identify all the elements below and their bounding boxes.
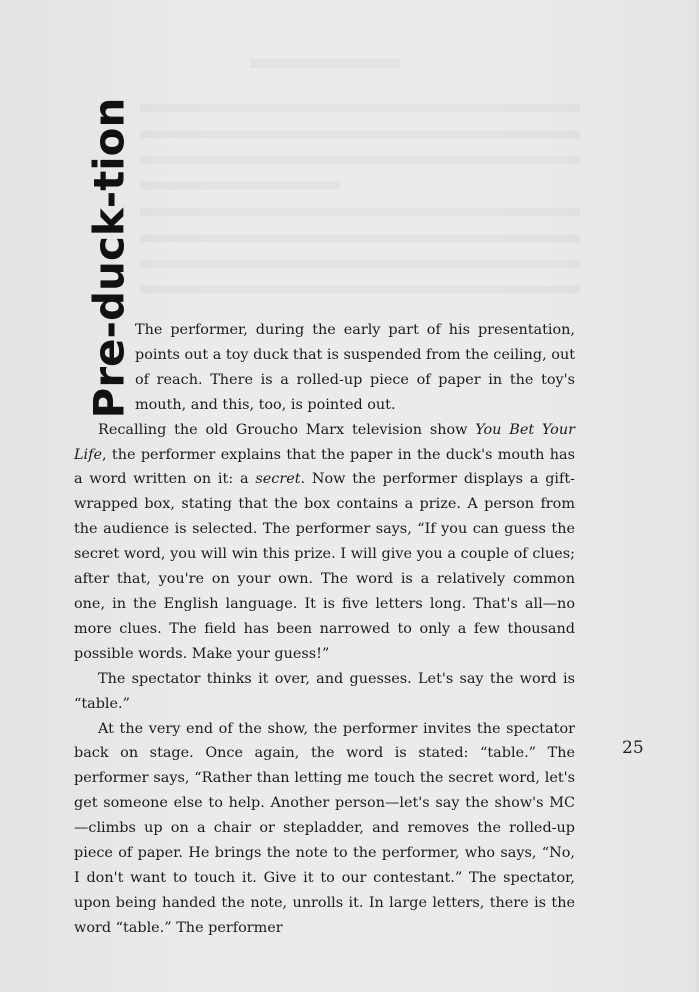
show-title: You Bet Your Life: [74, 421, 575, 463]
paragraph-groucho: [74, 418, 575, 667]
body-text: [74, 318, 575, 941]
paragraph-text: . Now the performer displays a gift-wrapped box, stating that the box contains a prize. A person from the audience is selected. The performer says, “If you can guess the secret word, you will win this prize. I will give you a couple of clues; after that, you're on your own. The word is a relatively common one, in the English language. It is five letters long. That's all—no more clues. The field has been narrowed to only a few thousand possible words. Make your guess!”: [74, 471, 576, 662]
paragraph-guess: The spectator thinks it over, and guesses. Let's say the word is “table.”: [74, 670, 575, 712]
bleed-through: [140, 156, 580, 164]
bleed-through: [140, 260, 580, 268]
paragraph-text: , the performer explains that the paper in the duck's mouth has a word written on it: a: [74, 446, 575, 488]
bleed-through: [140, 234, 580, 242]
paragraph-text: Recalling the old Groucho Marx television show: [98, 421, 476, 438]
paragraph-intro: The performer, during the early part of his presentation, points out a toy duck that is suspended from the ceiling, out of reach. There is a rolled-up piece of paper in the toy's mouth, and this, too, is pointed out.: [135, 322, 575, 413]
paragraph-ending: At the very end of the show, the performer invites the spectator back on stage. Once again, the word is stated: “table.” The performer says, “Rather than letting me touch the secret word, let's get someone else to help. Another person—let's say the show's MC—climbs up on a chair or stepladder, and removes the rolled-up piece of paper. He brings the note to the performer, who says, “No, I don't want to touch it. Give it to our contestant.” The spectator, upon being handed the note, unrolls it. In large letters, there is the word “table.” The performer: [74, 720, 575, 936]
bleed-through: [250, 58, 400, 68]
page-edge-shadow: [695, 0, 699, 992]
bleed-through: [140, 286, 580, 294]
emphasis-secret: secret: [255, 471, 301, 488]
page-number: 25: [622, 738, 644, 758]
bleed-through: [140, 104, 580, 112]
bleed-through: [140, 182, 340, 190]
chapter-title: Pre-duck-tion: [84, 97, 133, 419]
bleed-through: [140, 130, 580, 138]
bleed-through: [140, 208, 580, 216]
